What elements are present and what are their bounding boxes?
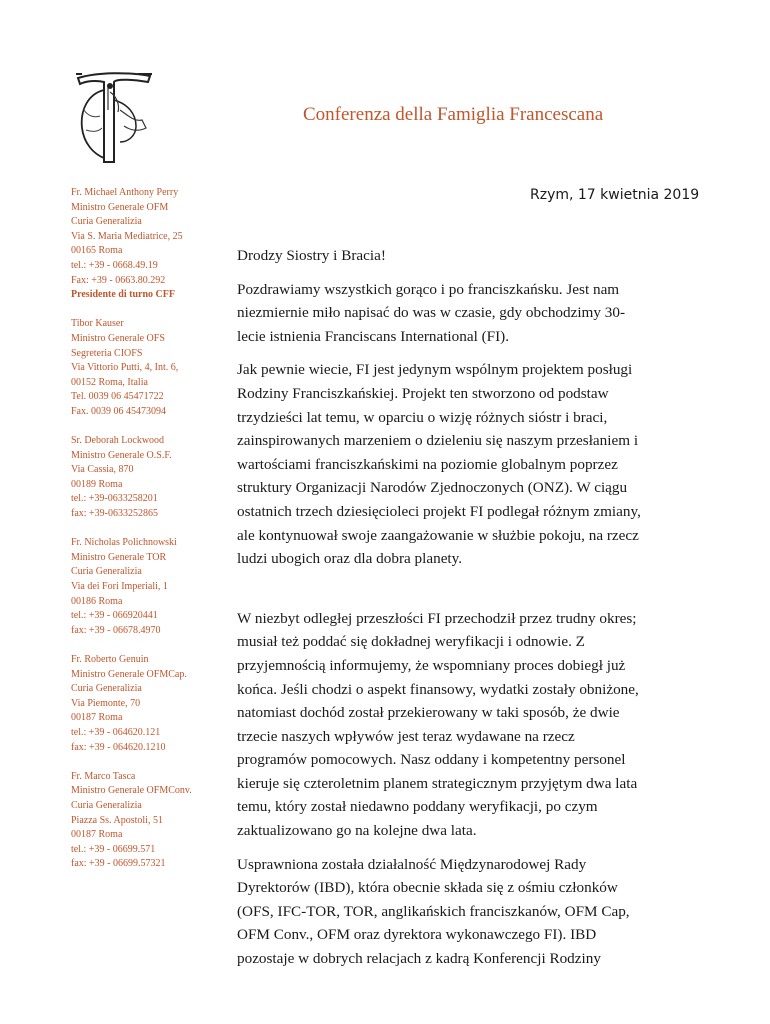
text-line: przyjemnością informujemy, że wspomniany proces dobiegł już: [237, 656, 626, 674]
contact-line: 00165 Roma: [71, 245, 123, 257]
contact-line: Segreteria CIOFS: [71, 347, 143, 359]
text-line: kieruje się czteroletnim planem strategicznym przyjętym dwa lata: [237, 774, 638, 792]
contact-line: Tibor Kauser: [71, 318, 124, 330]
contact-line: Fr. Roberto Genuin: [71, 654, 149, 665]
contact-line: Via S. Maria Mediatrice, 25: [71, 230, 183, 242]
contact-line: tel.: +39 - 0668.49.19: [71, 259, 158, 271]
contact-line: fax: +39 - 064620.1210: [71, 741, 166, 753]
contact-line: Piazza Ss. Apostoli, 51: [71, 814, 163, 826]
franciscan-tau-logo: [68, 70, 158, 170]
text-line: (OFS, IFC-TOR, TOR, anglikańskich franciszkanów, OFM Cap,: [237, 902, 630, 920]
salutation-text: Drodzy Siostry i Bracia!: [237, 247, 386, 264]
contact-line: Ministro Generale OFMConv.: [71, 785, 192, 797]
sidebar-contacts: [71, 186, 221, 887]
text-line: lecie istnienia Franciscans International (FI).: [237, 327, 510, 345]
contact-line: Ministro Generale TOR: [71, 551, 167, 563]
text-line: pozostaje w dobrych relacjach z kadrą Konferencji Rodziny: [237, 950, 601, 968]
paragraph-2: [237, 358, 687, 570]
contact-line: Ministro Generale OFMCap.: [71, 668, 187, 680]
paragraph-4: [237, 853, 687, 971]
organization-title: Conferenza della Famiglia Francescana: [303, 104, 604, 125]
contact-line: Fr. Michael Anthony Perry: [71, 187, 179, 198]
contact-line: fax: +39 - 06678.4970: [71, 624, 161, 636]
contact-line: 00186 Roma: [71, 595, 123, 607]
text-line: niezmiernie miło napisać do was w czasie, gdy obchodzimy 30-: [237, 304, 626, 322]
contact-line: Via dei Fori Imperiali, 1: [71, 581, 168, 593]
paragraph-1: [237, 278, 687, 349]
contact-line: tel.: +39 - 066920441: [71, 610, 158, 622]
text-line: ale kontynuował swoje zaangażowanie w służbie pokoju, na rzecz: [237, 526, 639, 544]
contact-line: Sr. Deborah Lockwood: [71, 435, 165, 447]
letter-body: [237, 244, 687, 981]
contact-line: Fr. Marco Tasca: [71, 770, 136, 782]
contact-line: Via Piemonte, 70: [71, 697, 141, 709]
text-line: musiał też poddać się dokładnej weryfikacji i odnowie. Z: [237, 633, 585, 651]
text-line: Jak pewnie wiecie, FI jest jedynym wspólnym projektem posługi: [237, 361, 633, 379]
paragraph-3: [237, 607, 687, 843]
text-line: Usprawniona została działalność Międzynarodowej Rady: [237, 855, 587, 873]
text-line: Pozdrawiamy wszystkich gorąco i po franciszkańsku. Jest nam: [237, 280, 620, 298]
contact-line: Via Cassia, 870: [71, 464, 134, 476]
text-line: ludzi ubogich oraz dla dobra planety.: [237, 550, 463, 568]
contact-line: tel.: +39 - 064620.121: [71, 726, 161, 738]
contact-line: Curia Generalizia: [71, 799, 142, 811]
text-line: W niezbyt odległej przeszłości FI przechodził przez trudny okres;: [237, 609, 637, 627]
text-line: wartościami franciszkańskimi na poziomie globalnym poprzez: [237, 455, 618, 473]
text-line: natomiast dochód został przekierowany w taki sposób, że dwie: [237, 704, 620, 722]
text-line: Rodziny Franciszkańskiej. Projekt ten stworzono od podstaw: [237, 384, 609, 402]
contact-line: Curia Generalizia: [71, 683, 142, 695]
contact-line: Fax. 0039 06 45473094: [71, 405, 166, 417]
text-line: programów pomocowych. Nasz oddany i kompetentny personel: [237, 751, 626, 769]
contact-block-ofmcap: [71, 653, 221, 755]
contact-line: Tel. 0039 06 45471722: [71, 391, 164, 403]
text-line: zaktualizowano go na kolejne dwa lata.: [237, 822, 477, 840]
contact-line: Ministro Generale OFM: [71, 201, 169, 213]
contact-block-tor: [71, 536, 221, 638]
text-line: ostatnich trzech dziesięcioleci projekt FI podlegał różnym zmiany,: [237, 502, 641, 520]
contact-block-ofs: [71, 317, 221, 419]
contact-line: tel.: +39-0633258201: [71, 493, 158, 505]
letter-date: Rzym, 17 kwietnia 2019: [530, 187, 700, 203]
contact-line: Curia Generalizia: [71, 566, 142, 578]
contact-role: Presidente di turno CFF: [71, 289, 175, 301]
contact-line: Ministro Generale O.S.F.: [71, 449, 172, 461]
text-line: Dyrektorów (IBD), która obecnie składa się z ośmiu członków: [237, 879, 618, 897]
contact-line: Fax: +39 - 0663.80.292: [71, 274, 166, 286]
contact-line: fax: +39-0633252865: [71, 508, 159, 520]
contact-line: Curia Generalizia: [71, 216, 142, 228]
contact-line: Via Vittorio Putti, 4, Int. 6,: [71, 362, 179, 374]
text-line: struktury Organizacji Narodów Zjednoczonych (ONZ). W ciągu: [237, 479, 628, 497]
text-line: trzydzieści lat temu, w oparciu o wizję różnych sióstr i braci,: [237, 408, 608, 426]
contact-line: tel.: +39 - 06699.571: [71, 843, 156, 855]
contact-line: 00189 Roma: [71, 478, 123, 490]
text-line: końca. Jeśli chodzi o aspekt finansowy, wydatki zostały obniżone,: [237, 680, 639, 698]
contact-line: Fr. Nicholas Polichnowski: [71, 537, 177, 549]
contact-block-osf: [71, 434, 221, 522]
text-line: OFM Conv., OFM oraz dyrektora wykonawczego FI). IBD: [237, 926, 597, 944]
text-line: zainspirowanych marzeniem o dzieleniu się naszym przesłaniem i: [237, 432, 639, 450]
contact-line: 00187 Roma: [71, 712, 123, 724]
contact-block-ofmconv: [71, 770, 221, 872]
contact-block-ofm: [71, 186, 221, 303]
text-line: trzecie naszych wpływów jest teraz wydawane na rzecz: [237, 727, 575, 745]
salutation: [237, 244, 687, 268]
contact-line: 00152 Roma, Italia: [71, 376, 148, 388]
text-line: temu, który został niedawno poddany weryfikacji, po czym: [237, 798, 598, 816]
contact-line: fax: +39 - 06699.57321: [71, 858, 166, 870]
contact-line: Ministro Generale OFS: [71, 332, 165, 344]
contact-line: 00187 Roma: [71, 829, 123, 841]
